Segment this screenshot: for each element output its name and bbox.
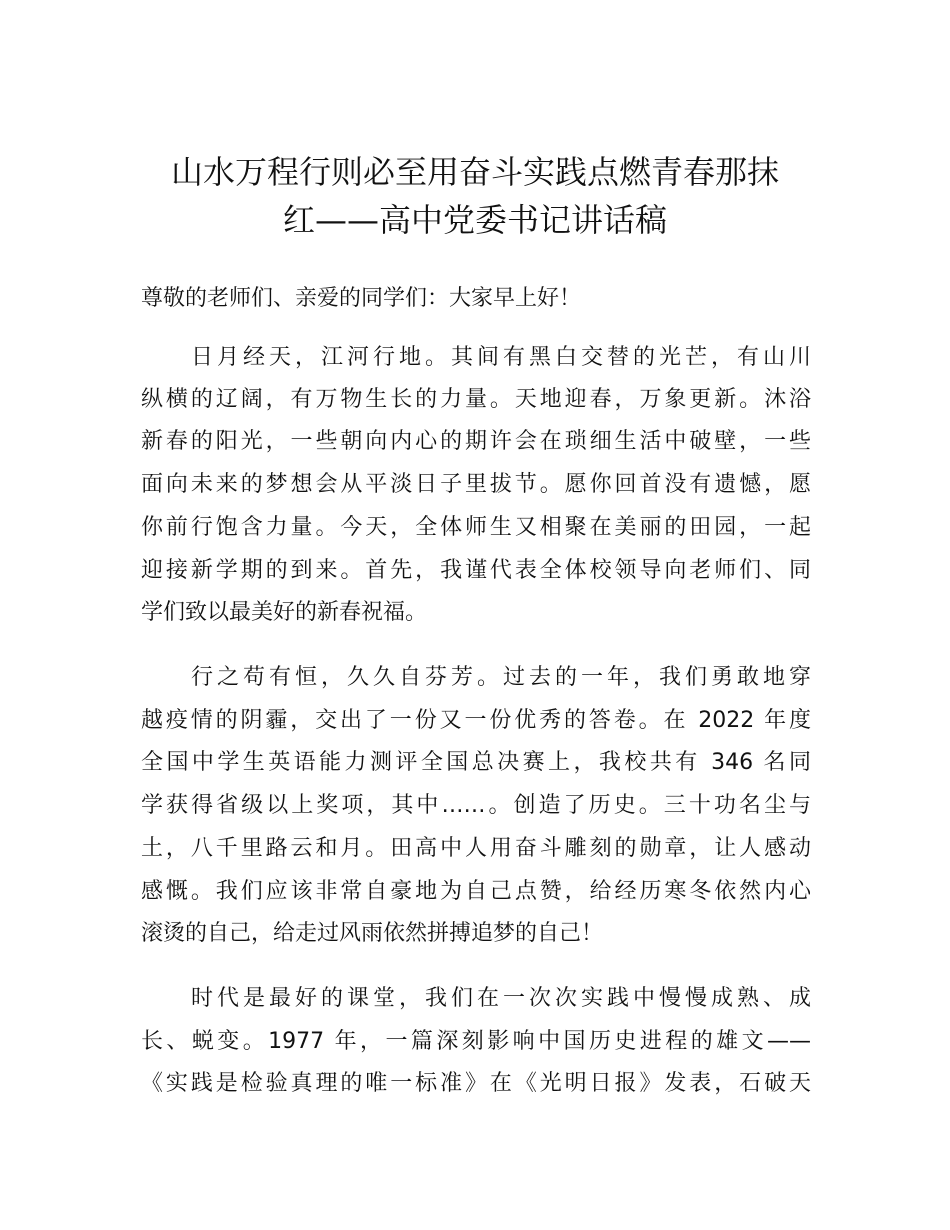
paragraph-2-line-6: 感慨。我们应该非常自豪地为自己点赞，给经历寒冬依然内心 — [141, 879, 811, 904]
paragraph-3-line-1: 时代是最好的课堂，我们在一次次实践中慢慢成熟、成 — [191, 986, 811, 1011]
paragraph-3-line-2: 长、蜕变。1977 年，一篇深刻影响中国历史进程的雄文—— — [141, 1029, 811, 1054]
paragraph-1-line-1: 日月经天，江河行地。其间有黑白交替的光芒，有山川 — [191, 345, 811, 370]
greeting: 尊敬的老师们、亲爱的同学们：大家早上好！ — [141, 286, 582, 311]
document-title-line-1: 山水万程行则必至用奋斗实践点燃青春那抹 — [170, 153, 779, 191]
paragraph-2-line-1: 行之苟有恒，久久自芬芳。过去的一年，我们勇敢地穿 — [191, 665, 811, 690]
paragraph-2-line-3: 全国中学生英语能力测评全国总决赛上，我校共有 346 名同 — [141, 750, 811, 775]
paragraph-1-line-4: 面向未来的梦想会从平淡日子里拔节。愿你回首没有遗憾，愿 — [141, 472, 811, 497]
document-title-line-2: 红——高中党委书记讲话稿 — [282, 201, 667, 239]
paragraph-3-line-3: 《实践是检验真理的唯一标准》在《光明日报》发表，石破天 — [141, 1071, 811, 1096]
paragraph-1-line-7: 学们致以最美好的新春祝福。 — [141, 600, 428, 625]
paragraph-1-line-2: 纵横的辽阔，有万物生长的力量。天地迎春，万象更新。沐浴 — [141, 387, 811, 412]
paragraph-2-line-4: 学获得省级以上奖项，其中……。创造了历史。三十功名尘与 — [141, 793, 811, 818]
paragraph-2-line-2: 越疫情的阴霾，交出了一份又一份优秀的答卷。在 2022 年度 — [141, 708, 811, 733]
paragraph-1-line-6: 迎接新学期的到来。首先，我谨代表全体校领导向老师们、同 — [141, 558, 811, 583]
paragraph-2-line-5: 土，八千里路云和月。田高中人用奋斗雕刻的勋章，让人感动 — [141, 836, 811, 861]
paragraph-2-line-7: 滚烫的自己，给走过风雨依然拼搏追梦的自己！ — [141, 921, 604, 946]
paragraph-1-line-5: 你前行饱含力量。今天，全体师生又相聚在美丽的田园，一起 — [141, 515, 811, 540]
paragraph-1-line-3: 新春的阳光，一些朝向内心的期许会在琐细生活中破壁，一些 — [141, 429, 811, 454]
